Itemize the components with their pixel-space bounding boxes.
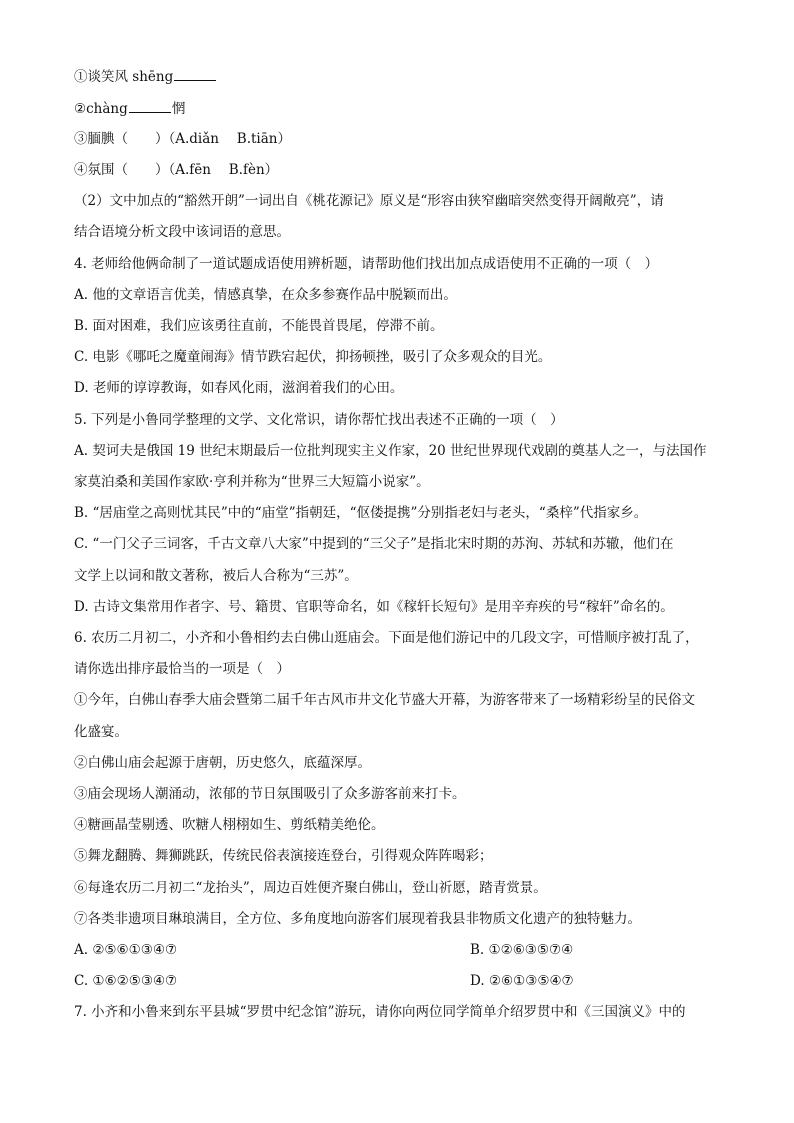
q6-stem-2: 请你选出排序最恰当的一项是（ ） (74, 661, 290, 677)
q4-option-a: A. 他的文章语言优美，情感真挚，在众多参赛作品中脱颖而出。 (74, 287, 457, 303)
q6-option-d: D. ②⑥①③⑤④⑦ (470, 973, 574, 989)
q6-option-c: C. ①⑥②⑤③④⑦ (74, 973, 178, 989)
q6-line: ⑤舞龙翻腾、舞狮跳跃，传统民俗表演接连登台，引得观众阵阵喝彩； (74, 848, 493, 864)
q3-sub2-line2: 结合语境分析文段中该词语的意思。 (74, 224, 290, 240)
q6-line: ③庙会现场人潮涌动，浓郁的节日氛围吸引了众多游客前来打卡。 (74, 786, 466, 802)
q6-line: ⑥每逢农历二月初二“龙抬头”，周边百姓便齐聚白佛山，登山祈愿，踏青赏景。 (74, 880, 547, 896)
q5-line: D. 古诗文集常用作者字、号、籍贯、官职等命名，如《稼轩长短句》是用辛弃疾的号“稼轩”命名的。 (74, 599, 674, 615)
q6-line: ①今年，白佛山春季大庙会暨第二届千年古风市井文化节盛大开幕，为游客带来了一场精彩纷呈的民俗文 (74, 692, 695, 708)
q3-item-3: ③腼腆（ ）（A.diǎn B.tiān） (74, 131, 291, 147)
q4-option-d: D. 老师的谆谆教诲，如春风化雨，滋润着我们的心田。 (74, 380, 404, 396)
q5-line: 文学上以词和散文著称，被后人合称为“三苏”。 (74, 568, 358, 584)
q5-stem: 5. 下列是小鲁同学整理的文学、文化常识，请你帮忙找出表述不正确的一项（ ） (74, 412, 564, 428)
q6-options-row-2 (74, 971, 724, 991)
q5-line: A. 契诃夫是俄国 19 世纪末期最后一位批判现实主义作家，20 世纪世界现代戏剧的奠基人之一，与法国作 (74, 443, 707, 459)
fill-blank[interactable] (129, 98, 171, 113)
q6-option-a: A. ②⑤⑥①③④⑦ (74, 942, 178, 958)
q6-option-b: B. ①②⑥③⑤⑦④ (470, 942, 574, 958)
q5-line: B. “居庙堂之高则忧其民”中的“庙堂”指朝廷，“伛偻提携”分别指老妇与老头，“桑梓”代指家乡。 (74, 505, 648, 521)
q3-sub2-line1: （2）文中加点的“豁然开朗”一词出自《桃花源记》原义是“形容由狭窄幽暗突然变得开阔敞亮”，请 (74, 193, 664, 209)
q5-line: C. “一门父子三词客，千古文章八大家”中提到的“三父子”是指北宋时期的苏洵、苏轼和苏辙，他们在 (74, 536, 674, 552)
q7-stem: 7. 小齐和小鲁来到东平县城“罗贯中纪念馆”游玩，请你向两位同学简单介绍罗贯中和《三国演义》中的 (74, 1004, 686, 1020)
q6-line: ④糖画晶莹剔透、吹糖人栩栩如生、剪纸精美绝伦。 (74, 817, 385, 833)
q4-option-b: B. 面对困难，我们应该勇往直前，不能畏首畏尾，停滞不前。 (74, 318, 444, 334)
q6-line: ⑦各类非遗项目琳琅满目，全方位、多角度地向游客们展现着我县非物质文化遗产的独特魅力。 (74, 911, 641, 927)
q6-options-row-1 (74, 940, 724, 960)
q3-item-4: ④氛围（ ）（A.fēn B.fèn） (74, 162, 279, 178)
q3-item-1: ①谈笑风 shēng (74, 66, 724, 87)
q6-line: ②白佛山庙会起源于唐朝，历史悠久，底蕴深厚。 (74, 755, 371, 771)
q3-item-2: ②chàng 惘 (74, 98, 724, 119)
q6-stem-1: 6. 农历二月初二，小齐和小鲁相约去白佛山逛庙会。下面是他们游记中的几段文字，可惜顺序被打乱了， (74, 630, 699, 646)
q6-line: 化盛宴。 (74, 724, 128, 740)
q5-line: 家莫泊桑和美国作家欧·亨利并称为“世界三大短篇小说家”。 (74, 474, 430, 490)
fill-blank[interactable] (174, 66, 216, 81)
q4-option-c: C. 电影《哪吒之魔童闹海》情节跌宕起伏，抑扬顿挫，吸引了众多观众的目光。 (74, 349, 552, 365)
q4-stem: 4. 老师给他俩命制了一道试题成语使用辨析题，请帮助他们找出加点成语使用不正确的一项（ ） (74, 256, 659, 272)
